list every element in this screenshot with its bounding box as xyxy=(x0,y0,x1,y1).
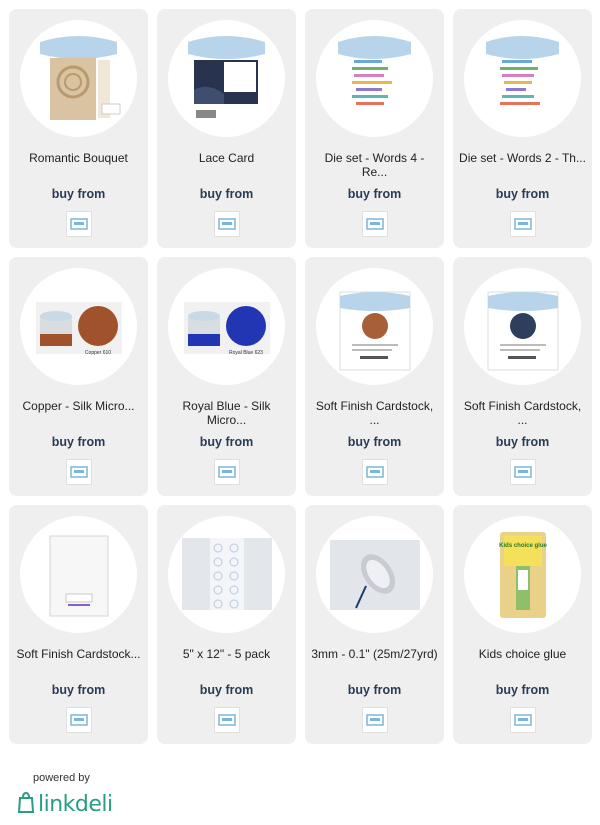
brand-name: linkdeli xyxy=(38,792,113,817)
buy-from-link[interactable]: buy from xyxy=(199,683,254,697)
buy-from-link[interactable]: buy from xyxy=(347,435,402,449)
powered-by-label: powered by xyxy=(33,772,90,784)
product-title[interactable]: 3mm - 0.1" (25m/27yrd) xyxy=(311,647,438,661)
product-title[interactable]: Die set - Words 4 - Re... xyxy=(324,151,425,179)
retailer-logo-icon[interactable] xyxy=(510,211,536,237)
buy-from-link[interactable]: buy from xyxy=(495,683,550,697)
product-card[interactable] xyxy=(453,505,592,744)
retailer-logo-icon[interactable] xyxy=(362,707,388,733)
retailer-logo-icon[interactable] xyxy=(66,211,92,237)
product-image[interactable] xyxy=(316,516,433,633)
retailer-logo-icon[interactable] xyxy=(214,707,240,733)
product-image[interactable] xyxy=(168,20,285,137)
product-image[interactable] xyxy=(168,516,285,633)
product-card[interactable] xyxy=(305,257,444,496)
product-card[interactable] xyxy=(9,9,148,248)
product-image[interactable] xyxy=(20,20,137,137)
product-image[interactable] xyxy=(20,516,137,633)
product-title[interactable]: 5" x 12" - 5 pack xyxy=(182,647,271,661)
retailer-logo-icon[interactable] xyxy=(510,459,536,485)
product-title[interactable]: Kids choice glue xyxy=(478,647,567,661)
retailer-logo-icon[interactable] xyxy=(66,459,92,485)
product-grid xyxy=(9,9,592,744)
retailer-logo-icon[interactable] xyxy=(362,211,388,237)
retailer-logo-icon[interactable] xyxy=(362,459,388,485)
product-image[interactable] xyxy=(464,516,581,633)
retailer-logo-icon[interactable] xyxy=(66,707,92,733)
swatch-caption: Copper 610 xyxy=(84,350,112,356)
product-image[interactable] xyxy=(464,20,581,137)
product-image[interactable] xyxy=(316,268,433,385)
product-title[interactable]: Soft Finish Cardstock, ... xyxy=(315,399,434,427)
product-title[interactable]: Soft Finish Cardstock... xyxy=(16,647,141,661)
buy-from-link[interactable]: buy from xyxy=(347,683,402,697)
buy-from-link[interactable]: buy from xyxy=(495,435,550,449)
product-image[interactable] xyxy=(20,268,137,385)
product-image[interactable] xyxy=(316,20,433,137)
product-card[interactable] xyxy=(9,505,148,744)
buy-from-link[interactable]: buy from xyxy=(347,187,402,201)
product-image[interactable] xyxy=(464,268,581,385)
product-card[interactable] xyxy=(305,505,444,744)
buy-from-link[interactable]: buy from xyxy=(495,187,550,201)
product-card[interactable] xyxy=(453,257,592,496)
linkdeli-logo[interactable] xyxy=(16,790,113,819)
retailer-logo-icon[interactable] xyxy=(214,459,240,485)
product-title[interactable]: Soft Finish Cardstock, ... xyxy=(463,399,582,427)
product-card[interactable] xyxy=(157,505,296,744)
swatch-caption: Royal Blue 623 xyxy=(229,350,263,356)
product-title[interactable]: Romantic Bouquet xyxy=(29,151,128,165)
product-title[interactable]: Lace Card xyxy=(198,151,255,165)
retailer-logo-icon[interactable] xyxy=(214,211,240,237)
product-title[interactable]: Royal Blue - Silk Micro... xyxy=(182,399,271,427)
product-title[interactable]: Die set - Words 2 - Th... xyxy=(459,151,586,165)
buy-from-link[interactable]: buy from xyxy=(51,683,106,697)
buy-from-link[interactable]: buy from xyxy=(199,435,254,449)
buy-from-link[interactable]: buy from xyxy=(51,435,106,449)
buy-from-link[interactable]: buy from xyxy=(51,187,106,201)
product-card[interactable] xyxy=(453,9,592,248)
product-title[interactable]: Copper - Silk Micro... xyxy=(22,399,135,413)
product-card[interactable] xyxy=(157,9,296,248)
product-card[interactable] xyxy=(9,257,148,496)
buy-from-link[interactable]: buy from xyxy=(199,187,254,201)
product-image[interactable] xyxy=(168,268,285,385)
package-label: Kids choice glue xyxy=(499,543,547,549)
retailer-logo-icon[interactable] xyxy=(510,707,536,733)
product-card[interactable] xyxy=(157,257,296,496)
shopping-bag-icon xyxy=(16,790,36,819)
product-card[interactable] xyxy=(305,9,444,248)
